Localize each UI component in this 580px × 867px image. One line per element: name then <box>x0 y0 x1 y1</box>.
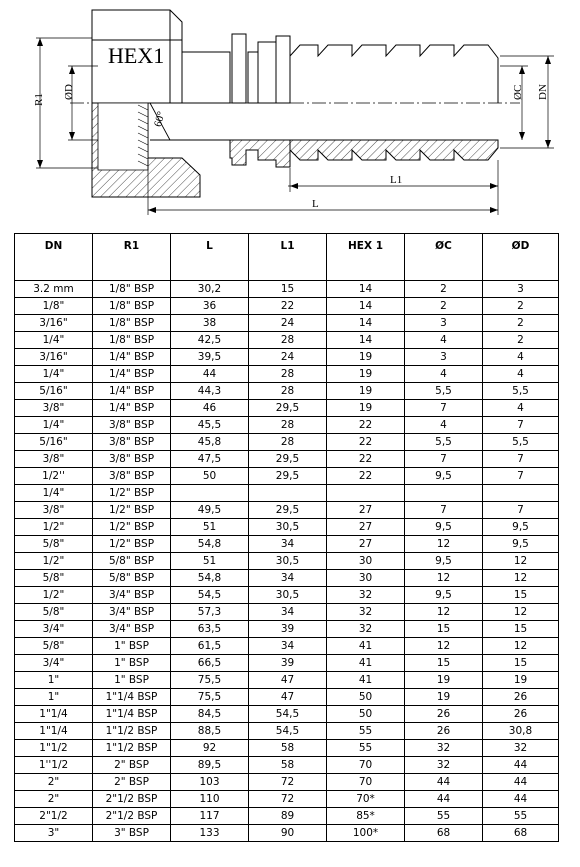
cell-dn: 3/4" <box>15 621 93 638</box>
header-l: L <box>171 234 249 281</box>
cell-l: 54,5 <box>171 587 249 604</box>
cell-dn: 3/8" <box>15 502 93 519</box>
cell-oc: 4 <box>405 366 483 383</box>
cell-od <box>483 485 559 502</box>
cell-hex1: 32 <box>327 621 405 638</box>
cell-hex1: 41 <box>327 672 405 689</box>
cell-hex1: 27 <box>327 502 405 519</box>
table-row <box>15 332 559 349</box>
cell-dn: 3.2 mm <box>15 281 93 298</box>
cell-dn: 3/8" <box>15 451 93 468</box>
cell-l: 44 <box>171 366 249 383</box>
table-row <box>15 672 559 689</box>
cell-l: 51 <box>171 519 249 536</box>
cell-r1: 1"1/2 BSP <box>93 723 171 740</box>
cell-oc: 12 <box>405 638 483 655</box>
cell-l1: 58 <box>249 757 327 774</box>
hose-tail-section <box>290 140 498 160</box>
table-row <box>15 825 559 842</box>
cell-r1: 1/2" BSP <box>93 502 171 519</box>
cell-od: 44 <box>483 774 559 791</box>
cell-l1: 72 <box>249 774 327 791</box>
cell-oc: 5,5 <box>405 383 483 400</box>
cell-dn: 1/4" <box>15 417 93 434</box>
cell-l: 89,5 <box>171 757 249 774</box>
header-od: ØD <box>483 234 559 281</box>
dim-label-oc: ØC <box>512 84 524 100</box>
cell-r1: 1/4" BSP <box>93 383 171 400</box>
cell-r1: 2" BSP <box>93 774 171 791</box>
cell-od: 4 <box>483 366 559 383</box>
cell-oc: 7 <box>405 451 483 468</box>
table-row <box>15 451 559 468</box>
table-row <box>15 706 559 723</box>
cell-dn: 5/8" <box>15 638 93 655</box>
header-oc: ØC <box>405 234 483 281</box>
cell-l1: 29,5 <box>249 502 327 519</box>
table-row <box>15 519 559 536</box>
cell-dn: 2"1/2 <box>15 808 93 825</box>
cell-hex1: 30 <box>327 570 405 587</box>
cell-hex1: 22 <box>327 434 405 451</box>
table-row <box>15 536 559 553</box>
cell-l1: 24 <box>249 349 327 366</box>
cell-l: 30,2 <box>171 281 249 298</box>
cell-hex1: 32 <box>327 604 405 621</box>
cell-r1: 1/2" BSP <box>93 519 171 536</box>
cell-dn: 5/16" <box>15 383 93 400</box>
cell-l <box>171 485 249 502</box>
table-row <box>15 434 559 451</box>
cell-od: 7 <box>483 502 559 519</box>
cell-r1: 5/8" BSP <box>93 553 171 570</box>
table-row <box>15 604 559 621</box>
cell-l1: 24 <box>249 315 327 332</box>
cell-oc: 3 <box>405 315 483 332</box>
dim-label-l: L <box>312 198 319 210</box>
cell-dn: 3/16" <box>15 349 93 366</box>
cell-dn: 1/2'' <box>15 468 93 485</box>
cell-l: 133 <box>171 825 249 842</box>
cell-oc: 68 <box>405 825 483 842</box>
cell-l1: 90 <box>249 825 327 842</box>
cell-oc: 19 <box>405 672 483 689</box>
hex-label: HEX1 <box>108 43 165 68</box>
table-row <box>15 808 559 825</box>
cell-hex1: 70 <box>327 774 405 791</box>
cell-od: 26 <box>483 689 559 706</box>
cell-l: 57,3 <box>171 604 249 621</box>
dimension-table <box>14 233 559 842</box>
cell-l1: 29,5 <box>249 451 327 468</box>
hose-tail <box>290 45 498 103</box>
cell-l: 36 <box>171 298 249 315</box>
dim-label-r1: R1 <box>33 93 45 106</box>
cell-l: 45,5 <box>171 417 249 434</box>
cell-hex1: 27 <box>327 536 405 553</box>
cell-oc: 26 <box>405 723 483 740</box>
cell-oc: 5,5 <box>405 434 483 451</box>
cell-od: 5,5 <box>483 434 559 451</box>
cell-l1: 34 <box>249 638 327 655</box>
cell-r1: 3/4" BSP <box>93 587 171 604</box>
cell-r1: 3" BSP <box>93 825 171 842</box>
cell-hex1: 22 <box>327 417 405 434</box>
table-row <box>15 349 559 366</box>
cell-l1: 15 <box>249 281 327 298</box>
table-row <box>15 417 559 434</box>
cell-r1: 3/8" BSP <box>93 434 171 451</box>
cell-od: 9,5 <box>483 519 559 536</box>
table-row <box>15 485 559 502</box>
cell-dn: 3/4" <box>15 655 93 672</box>
cell-l1: 54,5 <box>249 706 327 723</box>
cell-r1: 3/4" BSP <box>93 604 171 621</box>
cell-oc: 44 <box>405 774 483 791</box>
cell-l: 75,5 <box>171 672 249 689</box>
cell-od: 44 <box>483 791 559 808</box>
cell-dn: 1/4" <box>15 366 93 383</box>
cell-l: 75,5 <box>171 689 249 706</box>
cell-l: 42,5 <box>171 332 249 349</box>
cell-hex1: 32 <box>327 587 405 604</box>
cell-l: 92 <box>171 740 249 757</box>
cell-hex1: 70* <box>327 791 405 808</box>
table-row <box>15 740 559 757</box>
dim-label-dn: DN <box>537 84 549 100</box>
table-row <box>15 638 559 655</box>
cell-hex1: 19 <box>327 400 405 417</box>
cell-od: 68 <box>483 825 559 842</box>
cell-dn: 1" <box>15 689 93 706</box>
table-row <box>15 655 559 672</box>
cell-od: 4 <box>483 400 559 417</box>
cell-l1: 22 <box>249 298 327 315</box>
cell-dn: 1''1/2 <box>15 757 93 774</box>
cell-oc: 9,5 <box>405 519 483 536</box>
table-row <box>15 553 559 570</box>
cell-oc: 4 <box>405 417 483 434</box>
cell-l1: 47 <box>249 672 327 689</box>
cell-r1: 1/8" BSP <box>93 332 171 349</box>
cell-l: 66,5 <box>171 655 249 672</box>
table-row <box>15 689 559 706</box>
cell-hex1: 14 <box>327 332 405 349</box>
table-header-row <box>15 234 559 281</box>
cell-hex1: 50 <box>327 706 405 723</box>
cell-hex1: 70 <box>327 757 405 774</box>
cell-oc: 7 <box>405 400 483 417</box>
cell-l1: 34 <box>249 604 327 621</box>
cell-r1: 1/8" BSP <box>93 298 171 315</box>
cell-hex1: 50 <box>327 689 405 706</box>
cell-oc: 32 <box>405 740 483 757</box>
cell-l1: 47 <box>249 689 327 706</box>
cell-r1: 2" BSP <box>93 757 171 774</box>
cell-hex1: 19 <box>327 366 405 383</box>
cell-oc: 12 <box>405 536 483 553</box>
cell-l1: 34 <box>249 536 327 553</box>
cell-hex1: 55 <box>327 723 405 740</box>
cell-l1: 28 <box>249 434 327 451</box>
table-row <box>15 570 559 587</box>
cell-oc: 12 <box>405 570 483 587</box>
cell-dn: 3" <box>15 825 93 842</box>
cell-hex1: 30 <box>327 553 405 570</box>
cell-od: 2 <box>483 332 559 349</box>
cell-oc: 7 <box>405 502 483 519</box>
cell-l1: 34 <box>249 570 327 587</box>
cell-r1: 1/2" BSP <box>93 485 171 502</box>
cell-od: 12 <box>483 604 559 621</box>
cell-l: 39,5 <box>171 349 249 366</box>
cell-od: 7 <box>483 451 559 468</box>
cell-od: 32 <box>483 740 559 757</box>
cell-r1: 3/8" BSP <box>93 451 171 468</box>
cell-od: 7 <box>483 468 559 485</box>
cell-l: 117 <box>171 808 249 825</box>
cell-l1: 29,5 <box>249 468 327 485</box>
cell-r1: 3/8" BSP <box>93 468 171 485</box>
cell-l: 110 <box>171 791 249 808</box>
cell-od: 55 <box>483 808 559 825</box>
cell-oc: 19 <box>405 689 483 706</box>
cell-l: 88,5 <box>171 723 249 740</box>
header-r1: R1 <box>93 234 171 281</box>
cell-l1: 30,5 <box>249 519 327 536</box>
cell-hex1: 27 <box>327 519 405 536</box>
cell-od: 44 <box>483 757 559 774</box>
cell-l1: 28 <box>249 383 327 400</box>
cell-r1: 1/2" BSP <box>93 536 171 553</box>
cell-oc: 44 <box>405 791 483 808</box>
cell-dn: 5/16" <box>15 434 93 451</box>
cell-oc: 2 <box>405 298 483 315</box>
table-row <box>15 281 559 298</box>
cell-l1: 29,5 <box>249 400 327 417</box>
cell-dn: 2" <box>15 791 93 808</box>
cell-hex1: 100* <box>327 825 405 842</box>
cell-dn: 1/2" <box>15 553 93 570</box>
cell-r1: 3/8" BSP <box>93 417 171 434</box>
cell-hex1: 14 <box>327 315 405 332</box>
table-row <box>15 502 559 519</box>
table-row <box>15 315 559 332</box>
cell-hex1: 22 <box>327 468 405 485</box>
table-row <box>15 587 559 604</box>
table-row <box>15 723 559 740</box>
header-l1: L1 <box>249 234 327 281</box>
cell-hex1: 14 <box>327 281 405 298</box>
cell-hex1: 19 <box>327 349 405 366</box>
table-row <box>15 774 559 791</box>
cell-od: 2 <box>483 298 559 315</box>
cell-dn: 5/8" <box>15 604 93 621</box>
cell-dn: 5/8" <box>15 570 93 587</box>
table-row <box>15 400 559 417</box>
cell-dn: 1/4" <box>15 485 93 502</box>
cell-od: 3 <box>483 281 559 298</box>
cell-l1: 72 <box>249 791 327 808</box>
cell-r1: 2"1/2 BSP <box>93 791 171 808</box>
cell-l: 49,5 <box>171 502 249 519</box>
cell-r1: 5/8" BSP <box>93 570 171 587</box>
cell-oc: 12 <box>405 604 483 621</box>
cell-l: 51 <box>171 553 249 570</box>
table-row <box>15 298 559 315</box>
cell-r1: 1" BSP <box>93 638 171 655</box>
cell-oc: 4 <box>405 332 483 349</box>
cell-od: 12 <box>483 638 559 655</box>
cell-oc: 15 <box>405 655 483 672</box>
cell-r1: 1/4" BSP <box>93 349 171 366</box>
cell-r1: 1/4" BSP <box>93 366 171 383</box>
cell-r1: 3/4" BSP <box>93 621 171 638</box>
cell-oc: 2 <box>405 281 483 298</box>
table-row <box>15 757 559 774</box>
cell-oc: 55 <box>405 808 483 825</box>
cell-dn: 1/8" <box>15 298 93 315</box>
cell-dn: 1"1/4 <box>15 723 93 740</box>
cell-od: 12 <box>483 570 559 587</box>
insert-shank-section <box>182 140 290 167</box>
table-row <box>15 621 559 638</box>
cell-l1: 58 <box>249 740 327 757</box>
cell-l: 61,5 <box>171 638 249 655</box>
cell-l: 44,3 <box>171 383 249 400</box>
cell-r1: 1/8" BSP <box>93 315 171 332</box>
cell-r1: 1/4" BSP <box>93 400 171 417</box>
cell-hex1: 41 <box>327 638 405 655</box>
cell-r1: 1" BSP <box>93 655 171 672</box>
cell-r1: 1"1/4 BSP <box>93 706 171 723</box>
cell-od: 9,5 <box>483 536 559 553</box>
cell-r1: 1/8" BSP <box>93 281 171 298</box>
cell-dn: 2" <box>15 774 93 791</box>
cell-l1: 30,5 <box>249 553 327 570</box>
cell-dn: 3/16" <box>15 315 93 332</box>
cell-od: 7 <box>483 417 559 434</box>
cell-hex1 <box>327 485 405 502</box>
cell-l: 103 <box>171 774 249 791</box>
cell-oc: 15 <box>405 621 483 638</box>
cell-oc: 26 <box>405 706 483 723</box>
cell-l: 54,8 <box>171 536 249 553</box>
cell-od: 5,5 <box>483 383 559 400</box>
cell-dn: 1"1/4 <box>15 706 93 723</box>
cell-r1: 1"1/4 BSP <box>93 689 171 706</box>
cell-oc: 9,5 <box>405 468 483 485</box>
cell-dn: 1" <box>15 672 93 689</box>
cell-od: 4 <box>483 349 559 366</box>
cell-od: 15 <box>483 655 559 672</box>
cell-dn: 1"1/2 <box>15 740 93 757</box>
table-row <box>15 383 559 400</box>
cell-l1 <box>249 485 327 502</box>
cell-l1: 28 <box>249 332 327 349</box>
cell-oc: 3 <box>405 349 483 366</box>
cell-od: 19 <box>483 672 559 689</box>
cell-hex1: 14 <box>327 298 405 315</box>
dim-label-od: ØD <box>63 84 75 100</box>
angle-label: 60° <box>152 110 168 129</box>
cell-oc: 9,5 <box>405 587 483 604</box>
cell-hex1: 22 <box>327 451 405 468</box>
table-row <box>15 468 559 485</box>
cell-l1: 54,5 <box>249 723 327 740</box>
cell-dn: 1/2" <box>15 587 93 604</box>
cell-od: 15 <box>483 587 559 604</box>
cell-l: 54,8 <box>171 570 249 587</box>
dim-label-l1: L1 <box>390 174 403 186</box>
cell-oc <box>405 485 483 502</box>
header-hex1: HEX 1 <box>327 234 405 281</box>
cell-l1: 39 <box>249 655 327 672</box>
cell-hex1: 19 <box>327 383 405 400</box>
cell-l: 50 <box>171 468 249 485</box>
insert-shank <box>182 34 290 103</box>
cell-l1: 28 <box>249 366 327 383</box>
cell-dn: 5/8" <box>15 536 93 553</box>
cell-od: 30,8 <box>483 723 559 740</box>
cell-hex1: 85* <box>327 808 405 825</box>
table-row <box>15 366 559 383</box>
cell-r1: 2"1/2 BSP <box>93 808 171 825</box>
cell-l: 38 <box>171 315 249 332</box>
cell-od: 2 <box>483 315 559 332</box>
cell-l: 45,8 <box>171 434 249 451</box>
cell-r1: 1"1/2 BSP <box>93 740 171 757</box>
cell-hex1: 55 <box>327 740 405 757</box>
cell-od: 15 <box>483 621 559 638</box>
cell-dn: 1/2" <box>15 519 93 536</box>
cell-dn: 3/8" <box>15 400 93 417</box>
cell-l1: 39 <box>249 621 327 638</box>
cell-l: 46 <box>171 400 249 417</box>
cell-l1: 28 <box>249 417 327 434</box>
cell-hex1: 41 <box>327 655 405 672</box>
cell-l1: 89 <box>249 808 327 825</box>
cell-l1: 30,5 <box>249 587 327 604</box>
cell-l: 47,5 <box>171 451 249 468</box>
table-row <box>15 791 559 808</box>
cell-l: 84,5 <box>171 706 249 723</box>
cell-r1: 1" BSP <box>93 672 171 689</box>
cell-dn: 1/4" <box>15 332 93 349</box>
cell-l: 63,5 <box>171 621 249 638</box>
cell-od: 12 <box>483 553 559 570</box>
cell-od: 26 <box>483 706 559 723</box>
cell-oc: 32 <box>405 757 483 774</box>
cell-oc: 9,5 <box>405 553 483 570</box>
fitting-technical-drawing <box>0 0 580 228</box>
header-dn: DN <box>15 234 93 281</box>
